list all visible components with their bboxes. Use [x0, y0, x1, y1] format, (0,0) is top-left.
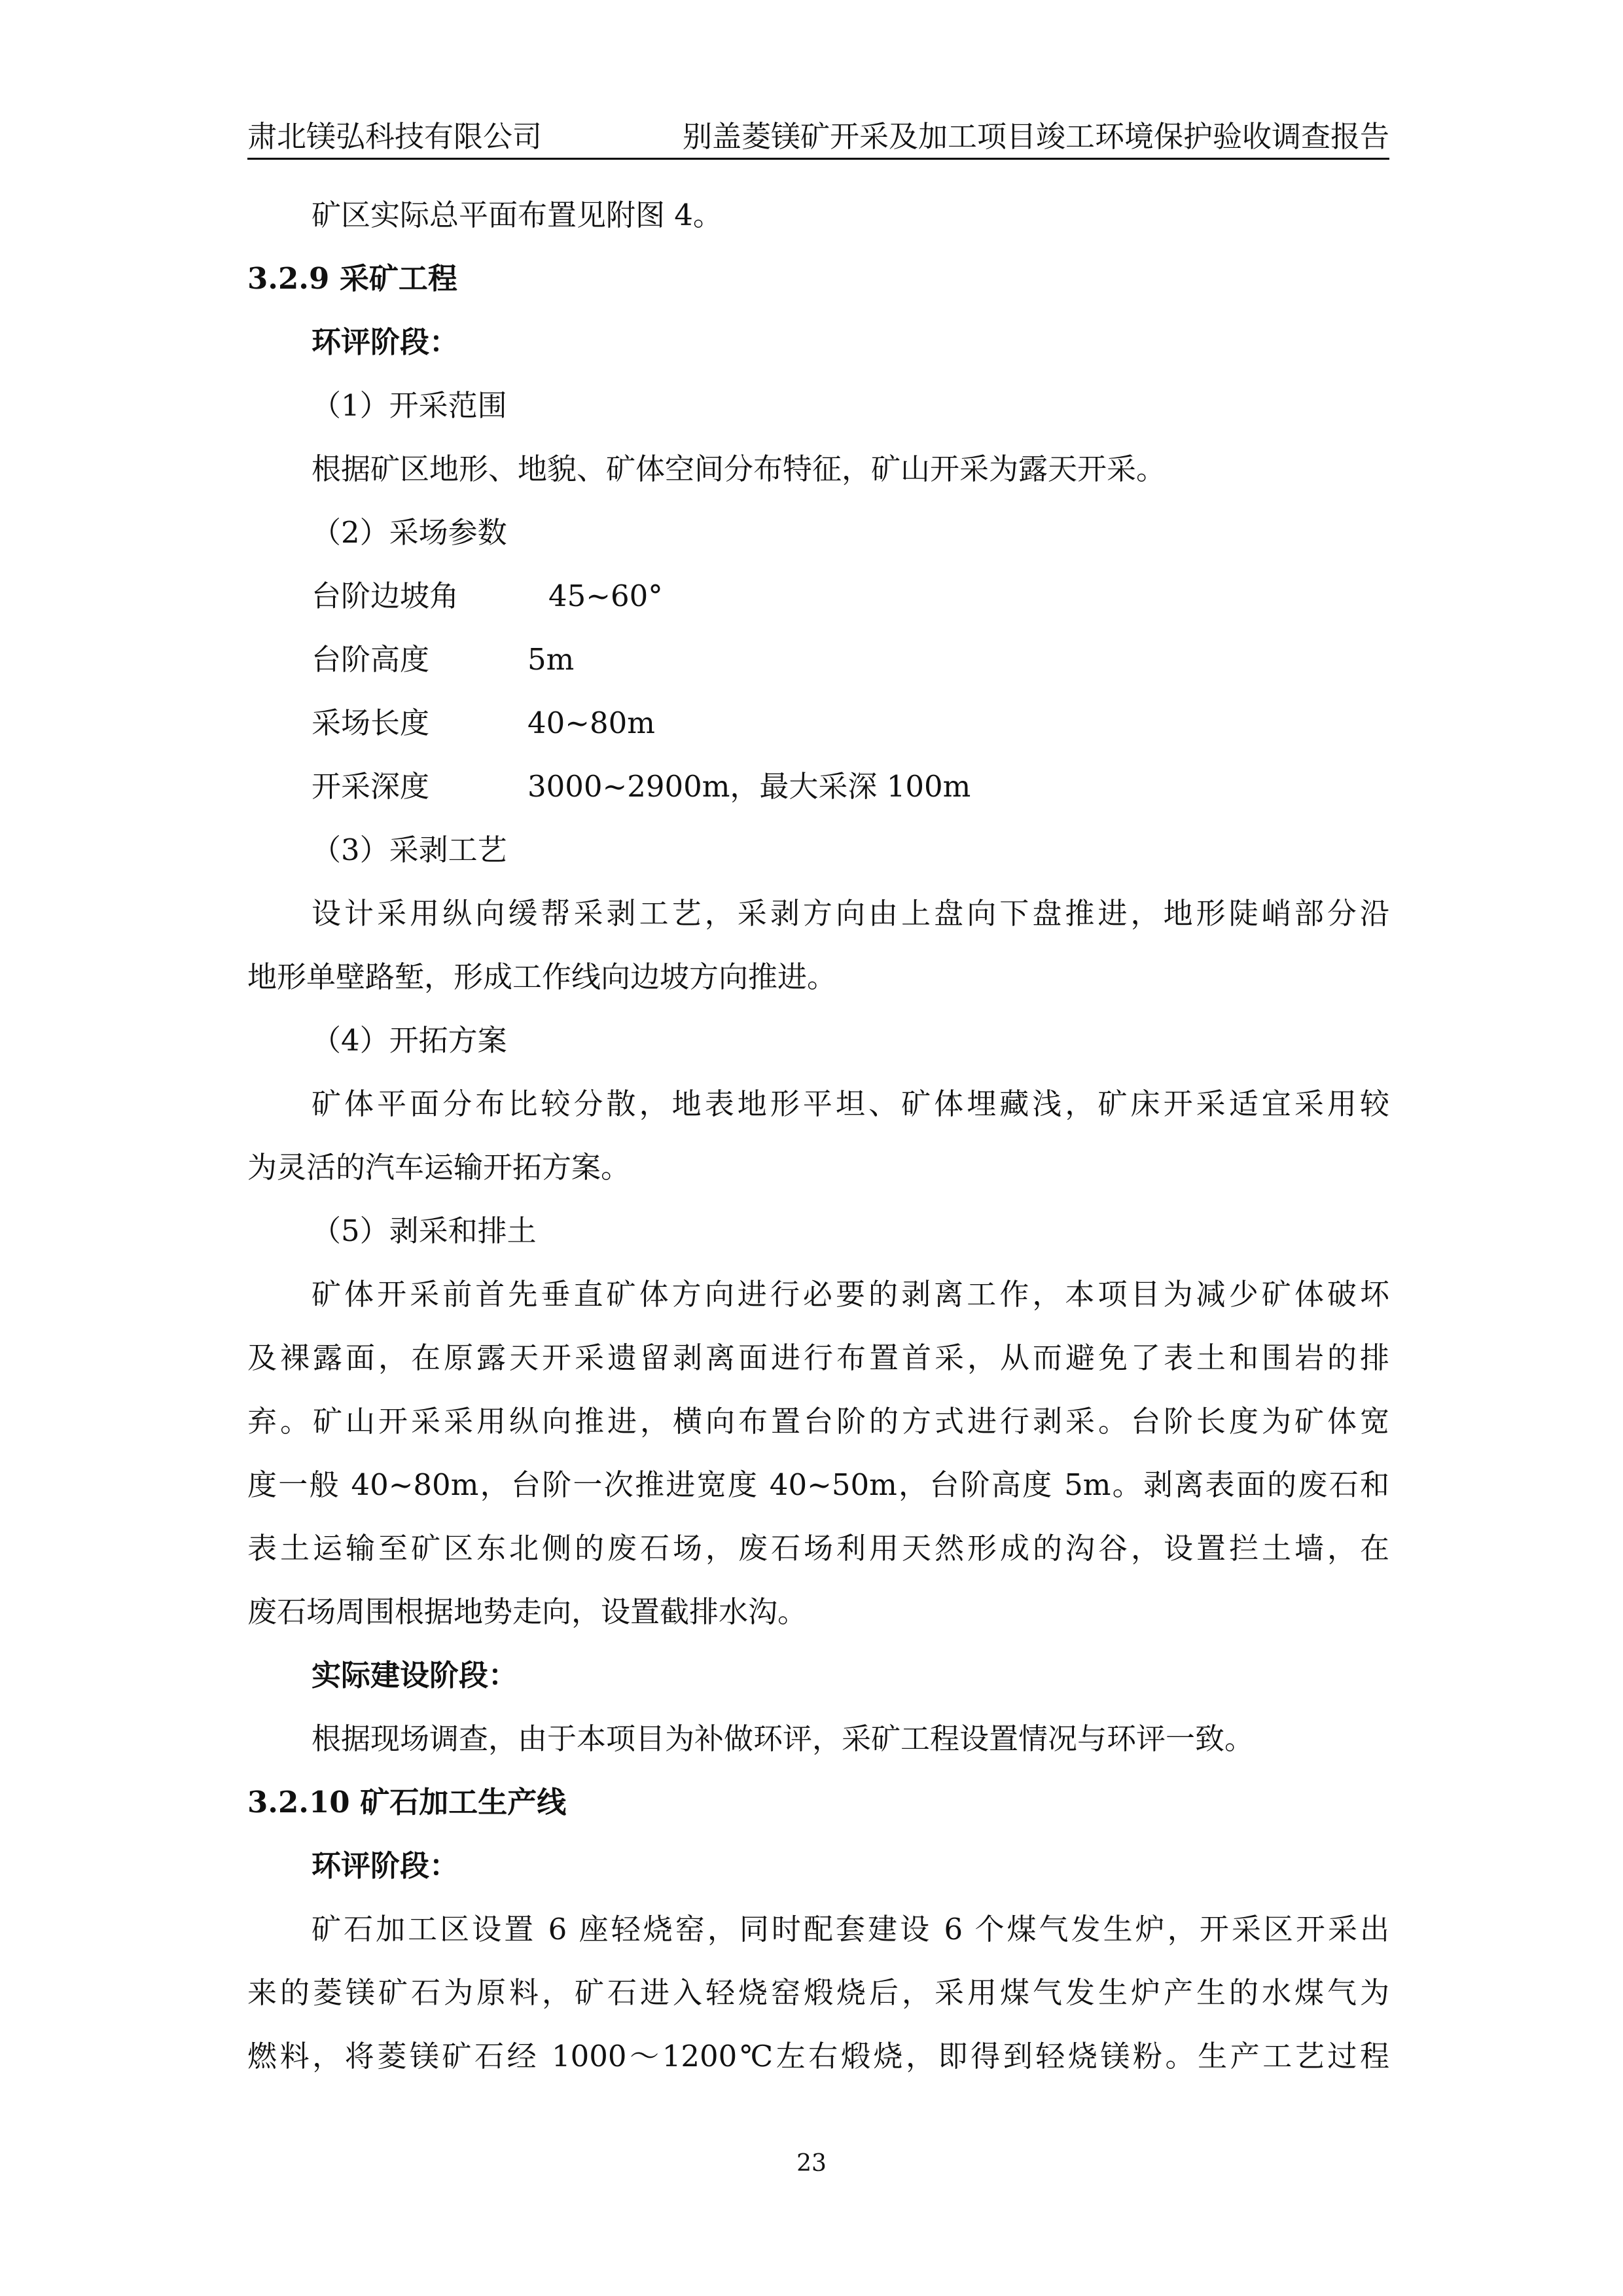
paragraph-line: 废石场周围根据地势走向，设置截排水沟。 — [247, 1594, 808, 1629]
section-heading-3-2-10: 3.2.10 矿石加工生产线 — [247, 1785, 567, 1820]
paragraph-line: 燃料，将菱镁矿石经 1000～1200℃左右煅烧，即得到轻烧镁粉。生产工艺过程 — [247, 2039, 1389, 2073]
paragraph-line: 度一般 40~80m，台阶一次推进宽度 40~50m，台阶高度 5m。剥离表面的废石和 — [247, 1467, 1389, 1502]
page-body — [247, 183, 1389, 2088]
eia-stage-label: 环评阶段： — [312, 1848, 459, 1883]
paragraph-line: 表土运输至矿区东北侧的废石场，废石场利用天然形成的沟谷，设置拦土墙，在 — [247, 1531, 1389, 1566]
paragraph-line: 矿体平面分布比较分散，地表地形平坦、矿体埋藏浅，矿床开采适宜采用较 — [312, 1086, 1389, 1121]
section-heading-3-2-9: 3.2.9 采矿工程 — [247, 261, 457, 296]
param-row — [247, 755, 1389, 818]
paragraph-line: 矿体开采前首先垂直矿体方向进行必要的剥离工作，本项目为减少矿体破坏 — [312, 1277, 1389, 1312]
item-5-title: （5）剥采和排土 — [312, 1213, 537, 1248]
page-number: 23 — [796, 2150, 827, 2177]
param-value: 3000~2900m，最大采深 100m — [527, 769, 971, 804]
item-1-title: （1）开采范围 — [312, 388, 507, 423]
actual-stage-text: 根据现场调查，由于本项目为补做环评，采矿工程设置情况与环评一致。 — [312, 1721, 1255, 1756]
param-row — [247, 628, 1389, 691]
param-value: 40~80m — [527, 706, 655, 740]
paragraph-line: 地形单壁路堑，形成工作线向边坡方向推进。 — [247, 960, 837, 994]
paragraph-line: 来的菱镁矿石为原料，矿石进入轻烧窑煅烧后，采用煤气发生炉产生的水煤气为 — [247, 1975, 1389, 2010]
param-label: 开采深度 — [312, 769, 430, 804]
param-label: 采场长度 — [312, 706, 430, 740]
paragraph-line: 弃。矿山开采采用纵向推进，横向布置台阶的方式进行剥采。台阶长度为矿体宽 — [247, 1404, 1389, 1439]
param-label: 台阶高度 — [312, 642, 430, 677]
paragraph-line: 矿石加工区设置 6 座轻烧窑，同时配套建设 6 个煤气发生炉，开采区开采出 — [312, 1912, 1389, 1946]
page-header — [247, 115, 1389, 160]
header-company: 肃北镁弘科技有限公司 — [247, 119, 543, 154]
paragraph-line: 为灵活的汽车运输开拓方案。 — [247, 1150, 631, 1185]
paragraph-line: 及裸露面，在原露天开采遗留剥离面进行布置首采，从而避免了表土和围岩的排 — [247, 1340, 1389, 1375]
param-row — [247, 691, 1389, 755]
param-row — [247, 564, 1389, 628]
eia-stage-label: 环评阶段： — [312, 325, 459, 359]
intro-paragraph: 矿区实际总平面布置见附图 4。 — [312, 198, 722, 232]
item-2-title: （2）采场参数 — [312, 515, 507, 550]
param-value: 5m — [527, 642, 575, 677]
header-report-title: 别盖菱镁矿开采及加工项目竣工环境保护验收调查报告 — [682, 119, 1389, 154]
param-value: 45~60° — [548, 579, 663, 613]
actual-stage-label: 实际建设阶段： — [312, 1658, 518, 1693]
item-3-title: （3）采剥工艺 — [312, 833, 507, 867]
param-label: 台阶边坡角 — [312, 579, 459, 613]
paragraph-line: 设计采用纵向缓帮采剥工艺，采剥方向由上盘向下盘推进，地形陡峭部分沿 — [312, 896, 1389, 931]
item-1-text: 根据矿区地形、地貌、矿体空间分布特征，矿山开采为露天开采。 — [312, 452, 1166, 486]
item-4-title: （4）开拓方案 — [312, 1023, 507, 1058]
